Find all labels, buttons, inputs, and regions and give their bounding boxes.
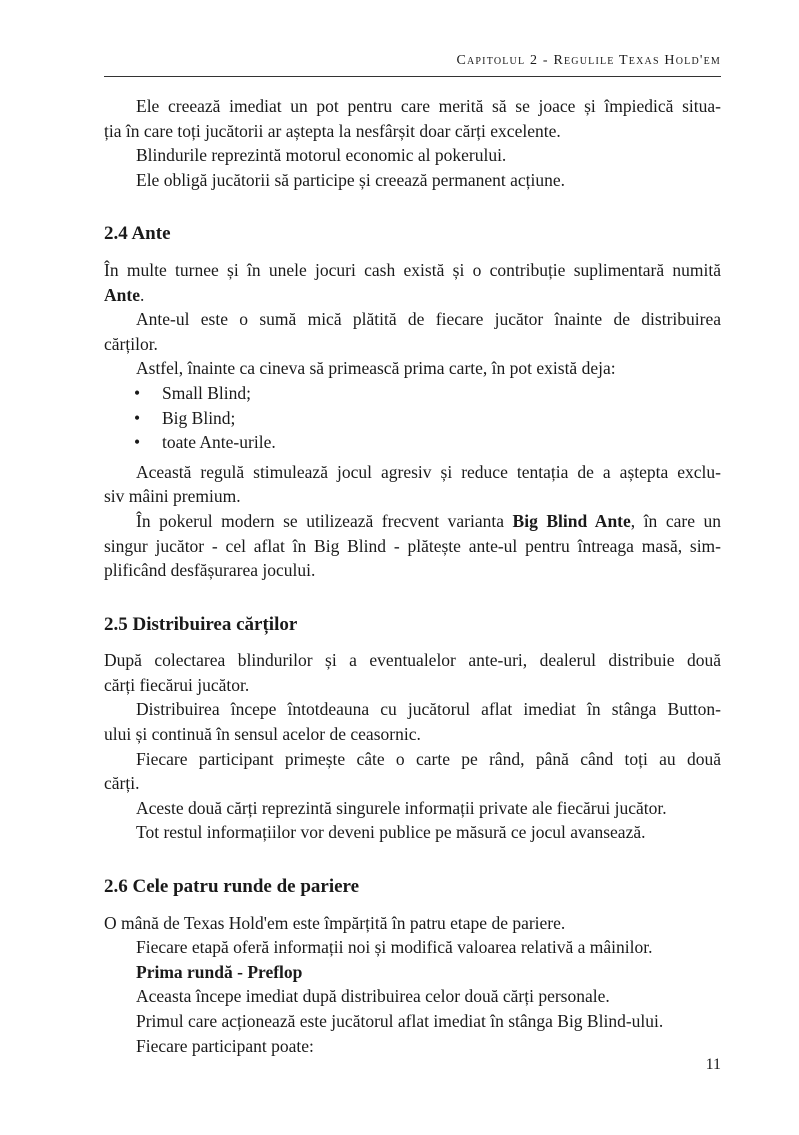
page-body [104, 94, 721, 1058]
paragraph: O mână de Texas Hold'em este împărțită în patru etape de pariere. [104, 912, 566, 933]
paragraph: Astfel, înainte ca cineva să primească prima carte, în pot există deja: [136, 358, 616, 379]
paragraph: În multe turnee și în unele jocuri cash există și o contribuție suplimentară numită [104, 259, 721, 280]
paragraph: Fiecare participant poate: [136, 1035, 314, 1056]
paragraph: Aceste două cărți reprezintă singurele informații private ale fiecărui jucător. [136, 797, 667, 818]
paragraph: Tot restul informațiilor vor deveni publice pe măsură ce jocul avansează. [136, 822, 646, 843]
paragraph: Fiecare etapă oferă informații noi și modifică valoarea relativă a mâinilor. [136, 937, 653, 958]
paragraph: După colectarea blindurilor și a eventualelor ante-uri, dealerul distribuie două [104, 650, 721, 671]
paragraph: Fiecare participant primește câte o carte pe rând, până când toți au două [136, 748, 721, 769]
running-header: Capitolul 2 - Regulile Texas Hold'em [456, 53, 721, 68]
paragraph: ului și continuă în sensul acelor de ceasornic. [104, 724, 421, 745]
paragraph: plificând desfășurarea jocului. [104, 560, 316, 581]
paragraph: În pokerul modern se utilizează frecvent varianta Big Blind Ante, în care un [136, 510, 722, 531]
paragraph: Primul care acționează este jucătorul aflat imediat în stânga Big Blind-ului. [136, 1011, 664, 1031]
section-heading-2-6: 2.6 Cele patru runde de pariere [104, 876, 360, 898]
paragraph: singur jucător - cel aflat în Big Blind - plătește ante-ul pentru întreaga masă, sim- [104, 535, 721, 556]
paragraph: Această regulă stimulează jocul agresiv și reduce tentația de a aștepta exclu- [136, 461, 721, 482]
paragraph: cărților. [104, 333, 158, 354]
paragraph: Ele creează imediat un pot pentru care merită să se joace și împiedică situa- [136, 96, 721, 116]
list-item: • toate Ante-urile. [104, 430, 721, 455]
section-heading-2-5: 2.5 Distribuirea cărților [104, 613, 298, 635]
paragraph: Ele obligă jucătorii să participe și creează permanent acțiune. [136, 169, 566, 190]
paragraph: ția în care toți jucătorii ar aștepta la nesfârșit doar cărți excelente. [104, 120, 561, 141]
list-item: • Small Blind; [104, 381, 721, 406]
paragraph: Distribuirea începe întotdeauna cu jucătorul aflat imediat în stânga Button- [136, 699, 721, 720]
paragraph: cărți. [104, 773, 140, 794]
paragraph: Ante-ul este o sumă mică plătită de fiecare jucător înainte de distribuirea [136, 309, 721, 330]
paragraph: cărți fiecărui jucător. [104, 674, 250, 695]
bullet-list [104, 381, 721, 455]
section-heading-2-4: 2.4 Ante [104, 223, 171, 245]
paragraph: Ante. [104, 284, 145, 305]
paragraph: siv mâini premium. [104, 486, 241, 507]
page-number: 11 [705, 1056, 721, 1073]
paragraph: Blindurile reprezintă motorul economic al pokerului. [136, 145, 507, 166]
paragraph: Aceasta începe imediat după distribuirea celor două cărți personale. [136, 986, 610, 1007]
bold-term: Big Blind Ante [512, 510, 631, 531]
subheading-preflop: Prima rundă - Preflop [136, 961, 303, 982]
list-item: • Big Blind; [104, 406, 721, 431]
bold-term: Ante [104, 284, 140, 305]
header-rule [104, 76, 721, 77]
